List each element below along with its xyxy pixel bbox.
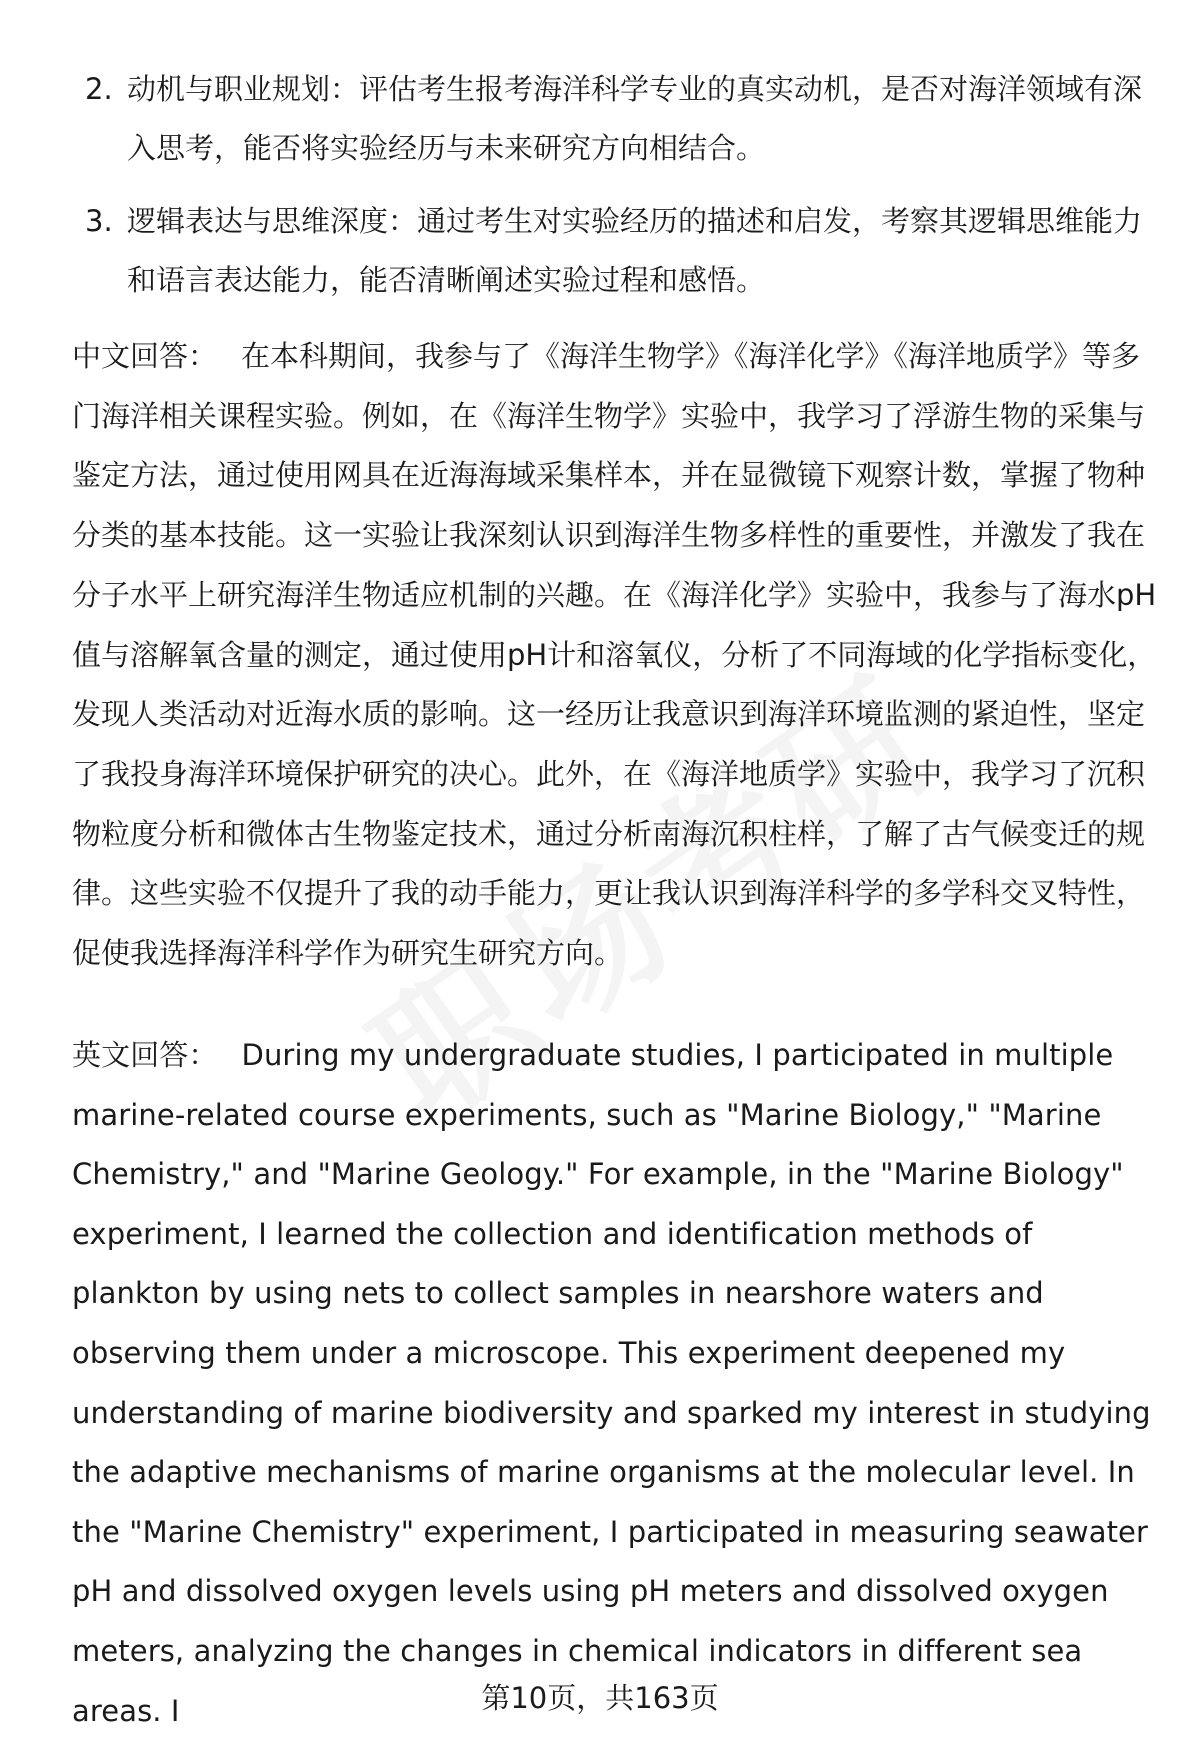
chinese-answer-label: 中文回答： bbox=[72, 339, 218, 373]
chinese-answer-paragraph bbox=[72, 327, 1157, 984]
criteria-list bbox=[85, 60, 1145, 324]
list-item-number: 3. bbox=[85, 204, 113, 238]
list-item-number: 2. bbox=[85, 72, 113, 106]
list-item-text: 动机与职业规划：评估考生报考海洋科学专业的真实动机，是否对海洋领域有深入思考，能否将实验经历与未来研究方向相结合。 bbox=[127, 72, 1143, 165]
english-answer-label: 英文回答： bbox=[72, 1038, 218, 1072]
chinese-answer-text: 在本科期间，我参与了《海洋生物学》《海洋化学》《海洋地质学》等多门海洋相关课程实验。例如，在《海洋生物学》实验中，我学习了浮游生物的采集与鉴定方法，通过使用网具在近海海域采集样本，并在显微镜下观察计数，掌握了物种分类的基本技能。这一实验让我深刻认识到海洋生物多样性的重要性，并激发了我在分子水平上研究海洋生物适应机制的兴趣。在《海洋化学》实验中，我参与了海水pH值与溶解氧含量的测定，通过使用pH计和溶氧仪，分析了不同海域的化学指标变化，发现人类活动对近海水质的影响。这一经历让我意识到海洋环境监测的紧迫性，坚定了我投身海洋环境保护研究的决心。此外，在《海洋地质学》实验中，我学习了沉积物粒度分析和微体古生物鉴定技术，通过分析南海沉积柱样，了解了古气候变迁的规律。这些实验不仅提升了我的动手能力，更让我认识到海洋科学的多学科交叉特性，促使我选择海洋科学作为研究生研究方向。 bbox=[72, 339, 1157, 971]
page-number-footer: 第10页，共163页 bbox=[481, 1681, 719, 1715]
english-answer-text: During my undergraduate studies, I participated in multiple marine-related course experiments, such as "Marine Biology," "Marine Chemistry," and "Marine Geology." For example, in the "Marine Biology" experiment, I learned the collection and identification methods of plankton by using nets to collect samples in nearshore waters and observing them under a microscope. This experiment deepened my understanding of marine biodiversity and sparked my interest in studying the adaptive mechanisms of marine organisms at the molecular level. In the "Marine Chemistry" experiment, I participated in measuring seawater pH and dissolved oxygen levels using pH meters and dissolved oxygen meters, analyzing the changes in chemical indicators in different sea areas. I bbox=[72, 1038, 1151, 1728]
list-item bbox=[85, 192, 1145, 310]
english-answer-paragraph bbox=[72, 1026, 1157, 1741]
list-item bbox=[85, 60, 1145, 178]
list-item-text: 逻辑表达与思维深度：通过考生对实验经历的描述和启发，考察其逻辑思维能力和语言表达能力，能否清晰阐述实验过程和感悟。 bbox=[127, 204, 1143, 297]
